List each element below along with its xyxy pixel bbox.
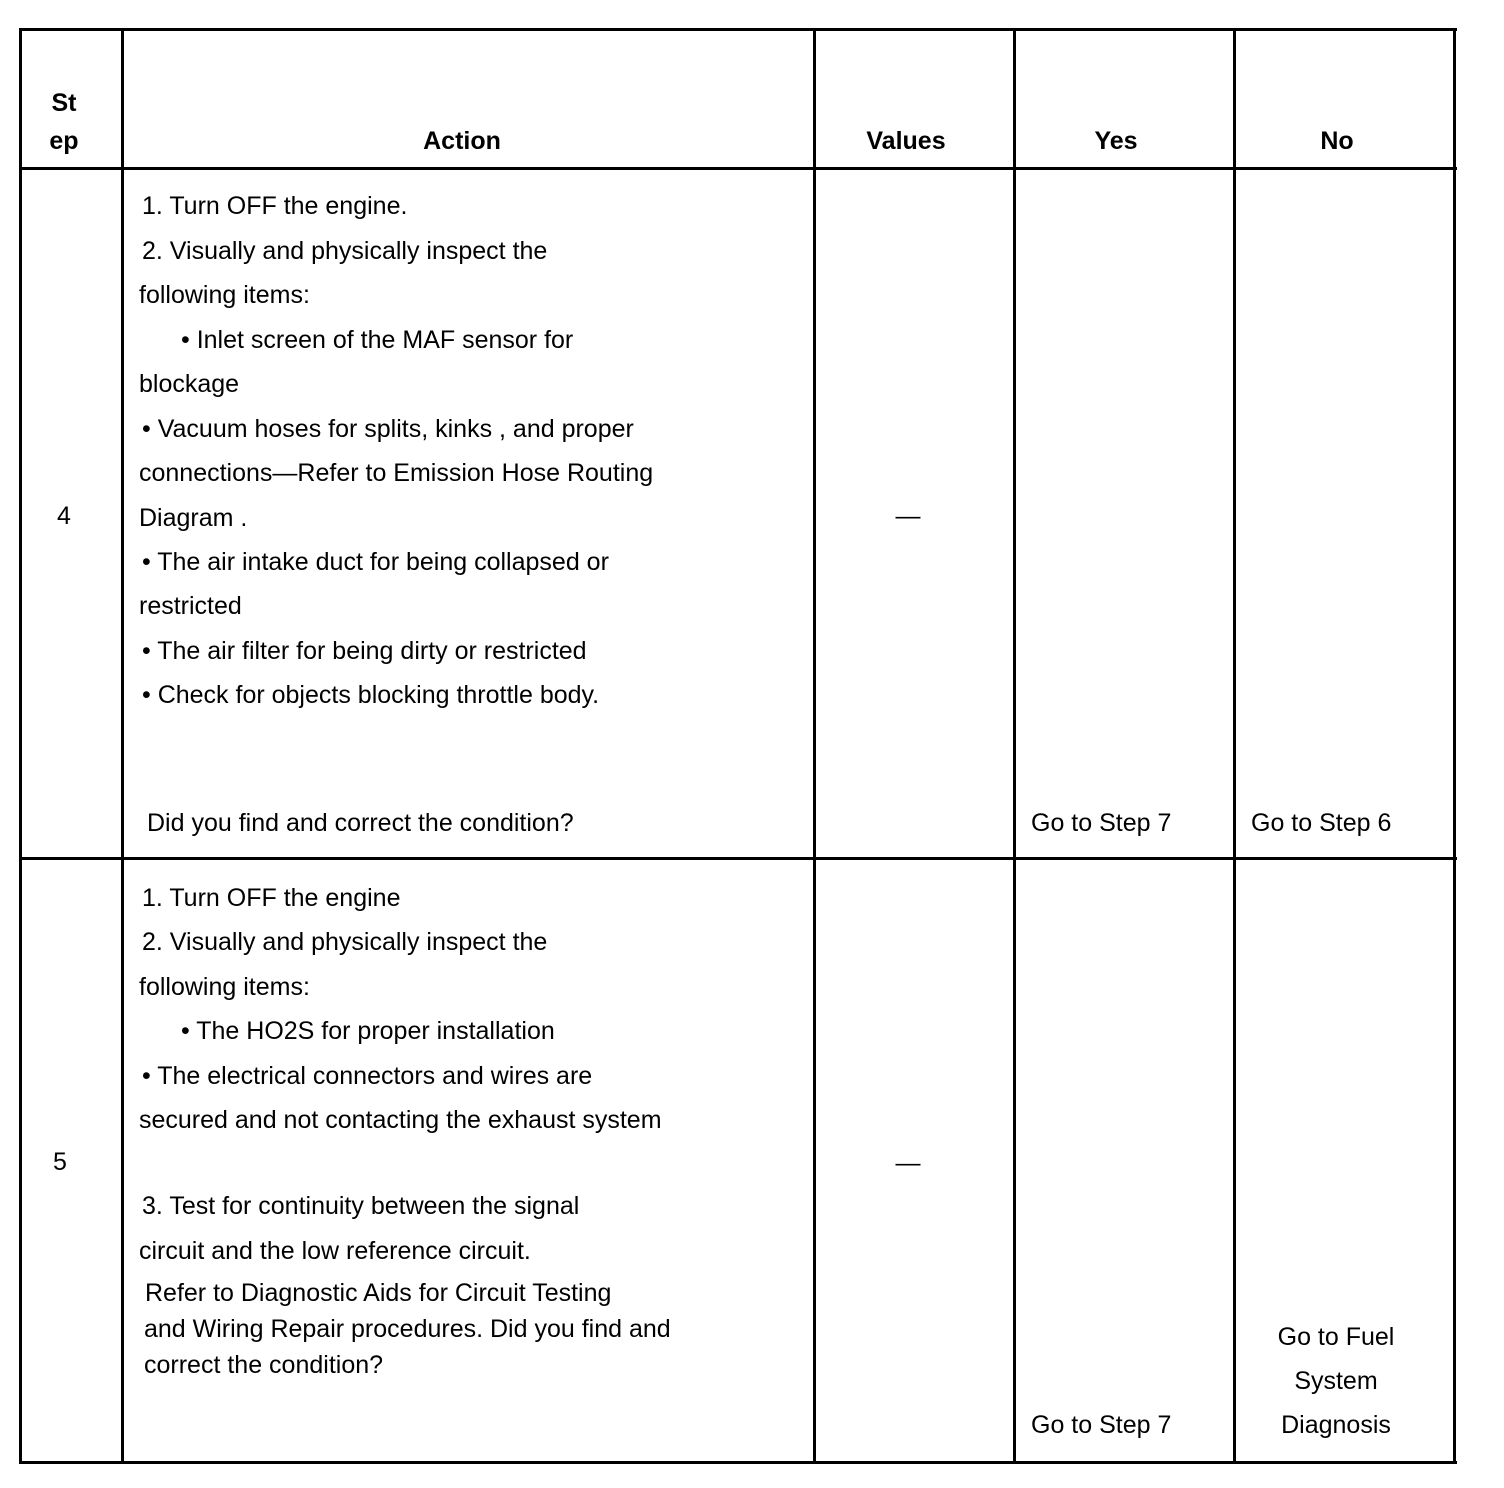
table-border-bottom xyxy=(19,1461,1457,1464)
action-line: and Wiring Repair procedures. Did you find and xyxy=(144,1315,671,1343)
table-border-right xyxy=(1453,28,1456,1464)
table-border-top xyxy=(19,28,1457,31)
action-line: 2. Visually and physically inspect the xyxy=(142,928,548,956)
values-cell: — xyxy=(895,1149,921,1177)
row-divider xyxy=(19,857,1457,860)
action-line: blockage xyxy=(139,370,240,398)
action-line: 2. Visually and physically inspect the xyxy=(142,237,548,265)
column-divider-yes xyxy=(1013,28,1016,1464)
action-line: • The electrical connectors and wires are xyxy=(142,1062,593,1090)
no-cell-line: Go to Fuel xyxy=(1277,1323,1395,1351)
action-line: following items: xyxy=(139,281,310,309)
header-no: No xyxy=(1320,127,1354,155)
header-step xyxy=(24,88,104,156)
action-line: following items: xyxy=(139,973,310,1001)
header-values: Values xyxy=(866,127,946,155)
action-line: restricted xyxy=(139,592,242,620)
action-line: 1. Turn OFF the engine. xyxy=(142,192,408,220)
header-yes: Yes xyxy=(1094,127,1138,155)
action-line: secured and not contacting the exhaust system xyxy=(139,1106,662,1134)
step-number: 5 xyxy=(53,1148,67,1176)
action-line: circuit and the low reference circuit. xyxy=(139,1237,531,1265)
no-cell-line: System xyxy=(1294,1367,1378,1395)
action-line: • The HO2S for proper installation xyxy=(181,1017,555,1045)
action-line: 1. Turn OFF the engine xyxy=(142,884,401,912)
step-number: 4 xyxy=(57,502,71,530)
action-line: • Check for objects blocking throttle body. xyxy=(142,681,600,709)
header-action: Action xyxy=(423,127,501,155)
action-line: • The air filter for being dirty or restricted xyxy=(142,637,587,665)
no-cell-line: Diagnosis xyxy=(1281,1411,1391,1439)
table-border-left xyxy=(19,28,22,1464)
no-cell xyxy=(1236,1322,1436,1454)
yes-cell: Go to Step 7 xyxy=(1031,1411,1172,1439)
header-step-line1: St xyxy=(51,89,77,117)
action-line: 3. Test for continuity between the signal xyxy=(142,1192,580,1220)
yes-cell: Go to Step 7 xyxy=(1031,809,1172,837)
action-line: connections—Refer to Emission Hose Routing xyxy=(139,459,654,487)
no-cell: Go to Step 6 xyxy=(1251,809,1392,837)
action-line: • The air intake duct for being collapsed or xyxy=(142,548,609,576)
header-step-line2: ep xyxy=(49,127,79,155)
action-question: Did you find and correct the condition? xyxy=(147,809,574,837)
values-cell: — xyxy=(895,502,921,530)
action-line: Refer to Diagnostic Aids for Circuit Testing xyxy=(145,1279,612,1307)
header-divider xyxy=(19,167,1457,170)
action-line: Diagram . xyxy=(139,504,248,532)
action-line: correct the condition? xyxy=(144,1351,384,1379)
column-divider-no xyxy=(1233,28,1236,1464)
action-line: • Inlet screen of the MAF sensor for xyxy=(181,326,574,354)
action-line: • Vacuum hoses for splits, kinks , and proper xyxy=(142,415,634,443)
column-divider-values xyxy=(813,28,816,1464)
column-divider-action xyxy=(121,28,124,1464)
